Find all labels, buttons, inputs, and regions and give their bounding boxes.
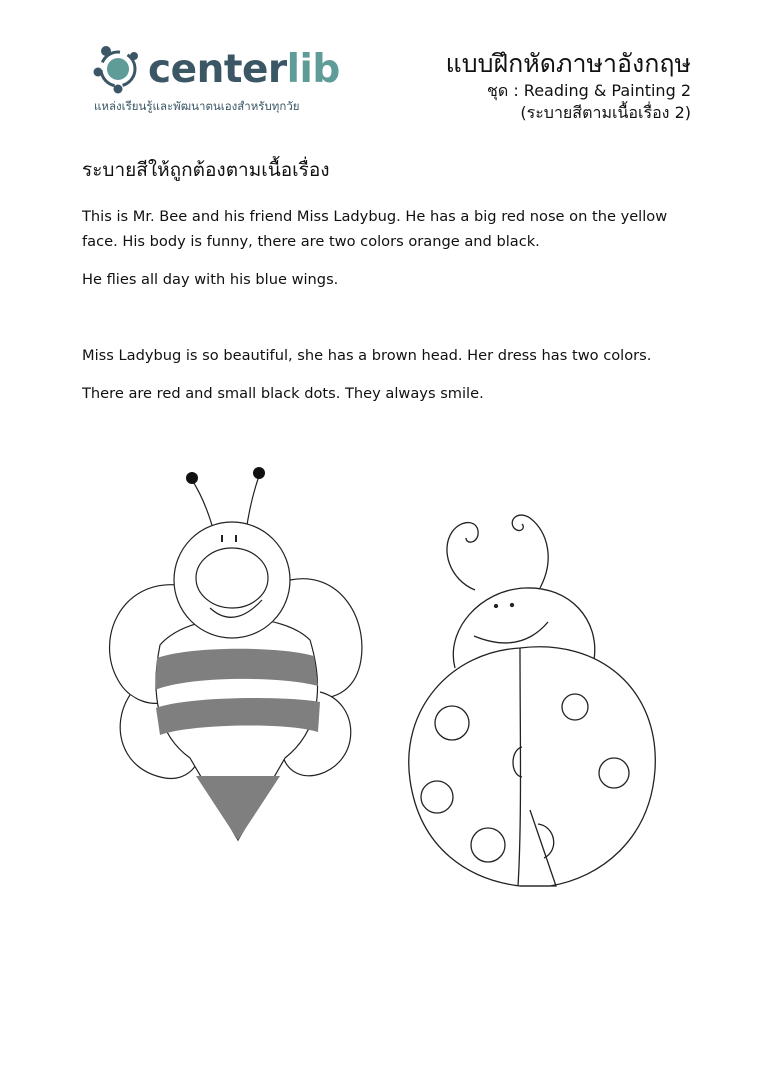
worksheet-series: ชุด : Reading & Painting 2 xyxy=(486,81,691,100)
story-paragraph-1: This is Mr. Bee and his friend Miss Ladybug. He has a big red nose on the yellow face. His body is funny, there are two colors orange and black. xyxy=(82,208,668,250)
story-paragraph-3: Miss Ladybug is so beautiful, she has a brown head. Her dress has two colors. xyxy=(82,347,652,364)
worksheet-subtitle: (ระบายสีตามเนื้อเรื่อง 2) xyxy=(520,103,691,122)
story-paragraph-2: He flies all day with his blue wings. xyxy=(82,271,339,288)
logo-tagline: แหล่งเรียนรู้และพัฒนาตนเองสำหรับทุกวัย xyxy=(94,99,300,113)
coloring-illustration xyxy=(0,440,763,920)
centerlib-logo xyxy=(92,40,352,120)
bee-drawing xyxy=(110,467,362,840)
logo-wordmark: centerlib xyxy=(148,47,340,92)
story-paragraph-4: There are red and small black dots. They always smile. xyxy=(82,385,484,402)
ladybug-drawing xyxy=(409,515,656,886)
logo-molecule-icon xyxy=(92,42,144,94)
worksheet-header xyxy=(446,48,691,124)
instruction-heading: ระบายสีให้ถูกต้องตามเนื้อเรื่อง xyxy=(82,159,330,181)
worksheet-title: แบบฝึกหัดภาษาอังกฤษ xyxy=(445,49,691,78)
